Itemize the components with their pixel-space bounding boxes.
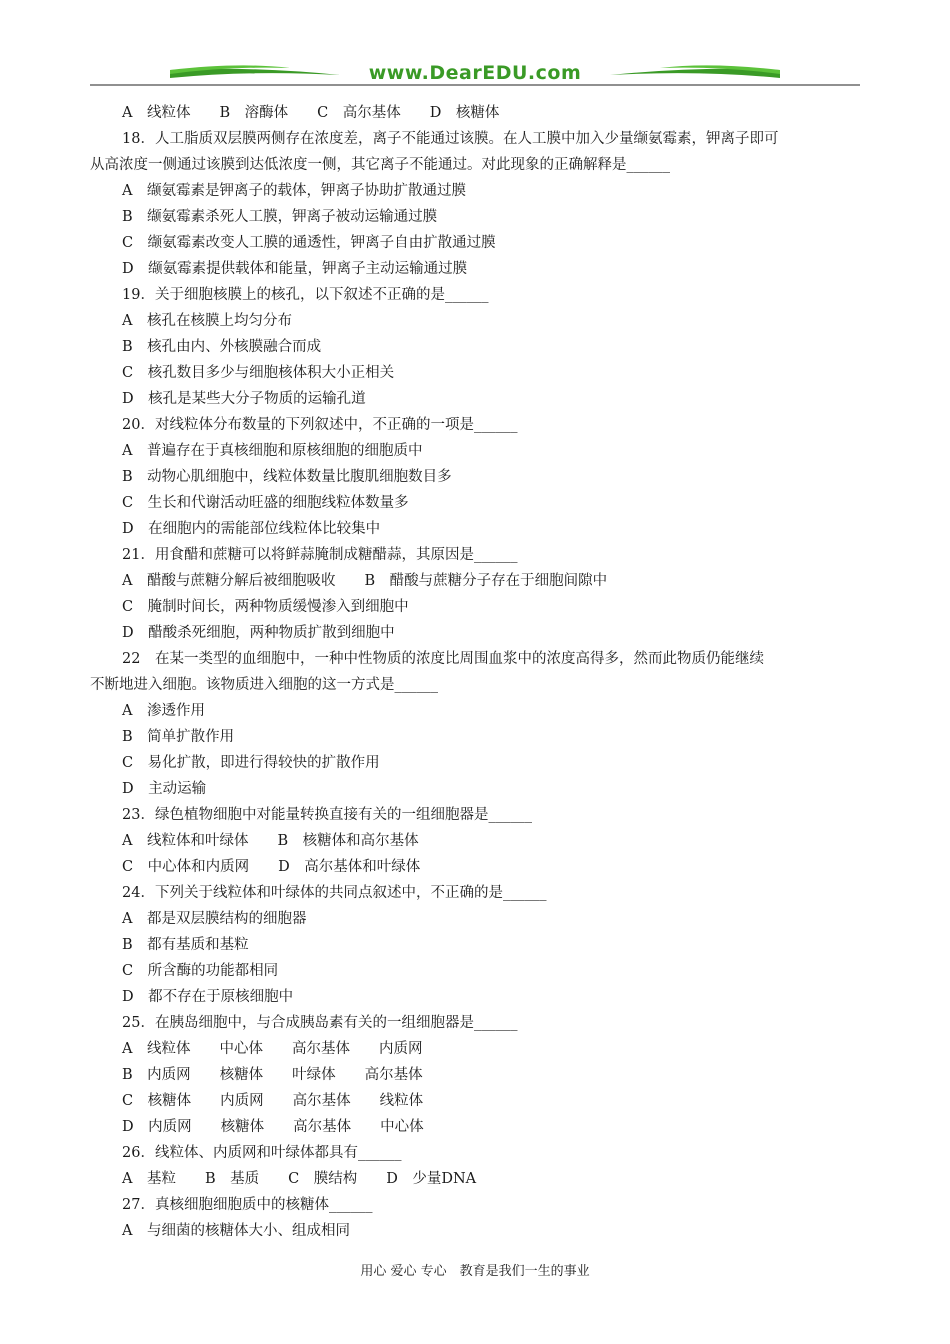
text-line-q23-CD: C 中心体和内质网 D 高尔基体和叶绿体 <box>122 859 421 875</box>
text-line-q22-D: D 主动运输 <box>122 781 207 797</box>
text-line-q20-A: A 普遍存在于真核细胞和原核细胞的细胞质中 <box>122 443 423 459</box>
text-line-q18-D: D 缬氨霉素提供载体和能量，钾离子主动运输通过膜 <box>122 261 468 277</box>
text-line-q21-AB: A 醋酸与蔗糖分解后被细胞吸收 B 醋酸与蔗糖分子存在于细胞间隙中 <box>122 573 608 589</box>
text-line-q19-D: D 核孔是某些大分子物质的运输孔道 <box>122 391 366 407</box>
question-list <box>90 100 862 1244</box>
text-line-q21: 21．用食醋和蔗糖可以将鲜蒜腌制成糖醋蒜，其原因是______ <box>122 547 518 563</box>
text-line-q20: 20．对线粒体分布数量的下列叙述中，不正确的一项是______ <box>122 417 518 433</box>
text-line-q27: 27．真核细胞细胞质中的核糖体______ <box>122 1197 373 1213</box>
text-line-q20-B: B 动物心肌细胞中，线粒体数量比腹肌细胞数目多 <box>122 469 452 485</box>
text-line-q18-a: 18．人工脂质双层膜两侧存在浓度差，离子不能通过该膜。在人工膜中加入少量缬氨霉素，钾离子即可 <box>122 131 779 147</box>
text-line-q20-D: D 在细胞内的需能部位线粒体比较集中 <box>122 521 381 537</box>
text-line-q18-A: A 缬氨霉素是钾离子的载体，钾离子协助扩散通过膜 <box>122 183 466 199</box>
text-line-q24: 24．下列关于线粒体和叶绿体的共同点叙述中，不正确的是______ <box>122 885 547 901</box>
text-line-q19: 19．关于细胞核膜上的核孔，以下叙述不正确的是______ <box>122 287 489 303</box>
text-line-q23: 23．绿色植物细胞中对能量转换直接有关的一组细胞器是______ <box>122 807 532 823</box>
text-line-q24-B: B 都有基质和基粒 <box>122 937 249 953</box>
text-line-q19-B: B 核孔由内、外核膜融合而成 <box>122 339 322 355</box>
text-line-q21-D: D 醋酸杀死细胞，两种物质扩散到细胞中 <box>122 625 395 641</box>
text-line-q25-C: C 核糖体 内质网 高尔基体 线粒体 <box>122 1093 424 1109</box>
text-line-q22-C: C 易化扩散，即进行得较快的扩散作用 <box>122 755 380 771</box>
text-line-q19-C: C 核孔数目多少与细胞核体积大小正相关 <box>122 365 395 381</box>
text-line-q25: 25．在胰岛细胞中，与合成胰岛素有关的一组细胞器是______ <box>122 1015 518 1031</box>
text-line-q25-D: D 内质网 核糖体 高尔基体 中心体 <box>122 1119 424 1135</box>
page-footer: 用心 爱心 专心 教育是我们一生的事业 <box>360 1264 590 1279</box>
text-line-q18-B: B 缬氨霉素杀死人工膜，钾离子被动运输通过膜 <box>122 209 438 225</box>
text-line-q18-C: C 缬氨霉素改变人工膜的通透性，钾离子自由扩散通过膜 <box>122 235 496 251</box>
header-banner <box>90 58 860 92</box>
text-line-q23-AB: A 线粒体和叶绿体 B 核糖体和高尔基体 <box>122 833 419 849</box>
text-line-q22-a: 22 在某一类型的血细胞中，一种中性物质的浓度比周围血浆中的浓度高得多，然而此物质仍能继续 <box>122 651 764 667</box>
text-line-q26-opts: A 基粒 B 基质 C 膜结构 D 少量DNA <box>122 1171 477 1187</box>
text-line-q24-D: D 都不存在于原核细胞中 <box>122 989 294 1005</box>
text-line-q25-A: A 线粒体 中心体 高尔基体 内质网 <box>122 1041 423 1057</box>
text-line-q22-B: B 简单扩散作用 <box>122 729 235 745</box>
text-line-q22-A: A 渗透作用 <box>122 703 205 719</box>
text-line-q17-opts: A 线粒体 B 溶酶体 C 高尔基体 D 核糖体 <box>122 105 500 121</box>
text-line-q26: 26．线粒体、内质网和叶绿体都具有______ <box>122 1145 402 1161</box>
text-line-q25-B: B 内质网 核糖体 叶绿体 高尔基体 <box>122 1067 423 1083</box>
text-line-q24-C: C 所含酶的功能都相同 <box>122 963 279 979</box>
text-line-q18-b: 从高浓度一侧通过该膜到达低浓度一侧，其它离子不能通过。对此现象的正确解释是______ <box>90 157 670 173</box>
text-line-q22-b: 不断地进入细胞。该物质进入细胞的这一方式是______ <box>90 677 438 693</box>
text-line-q27-A: A 与细菌的核糖体大小、组成相同 <box>122 1223 350 1239</box>
text-line-q21-C: C 腌制时间长，两种物质缓慢渗入到细胞中 <box>122 599 409 615</box>
text-line-q24-A: A 都是双层膜结构的细胞器 <box>122 911 307 927</box>
text-line-q19-A: A 核孔在核膜上均匀分布 <box>122 313 292 329</box>
text-line-q20-C: C 生长和代谢活动旺盛的细胞线粒体数量多 <box>122 495 409 511</box>
site-logo[interactable]: www.DearEDU.com <box>368 62 582 84</box>
